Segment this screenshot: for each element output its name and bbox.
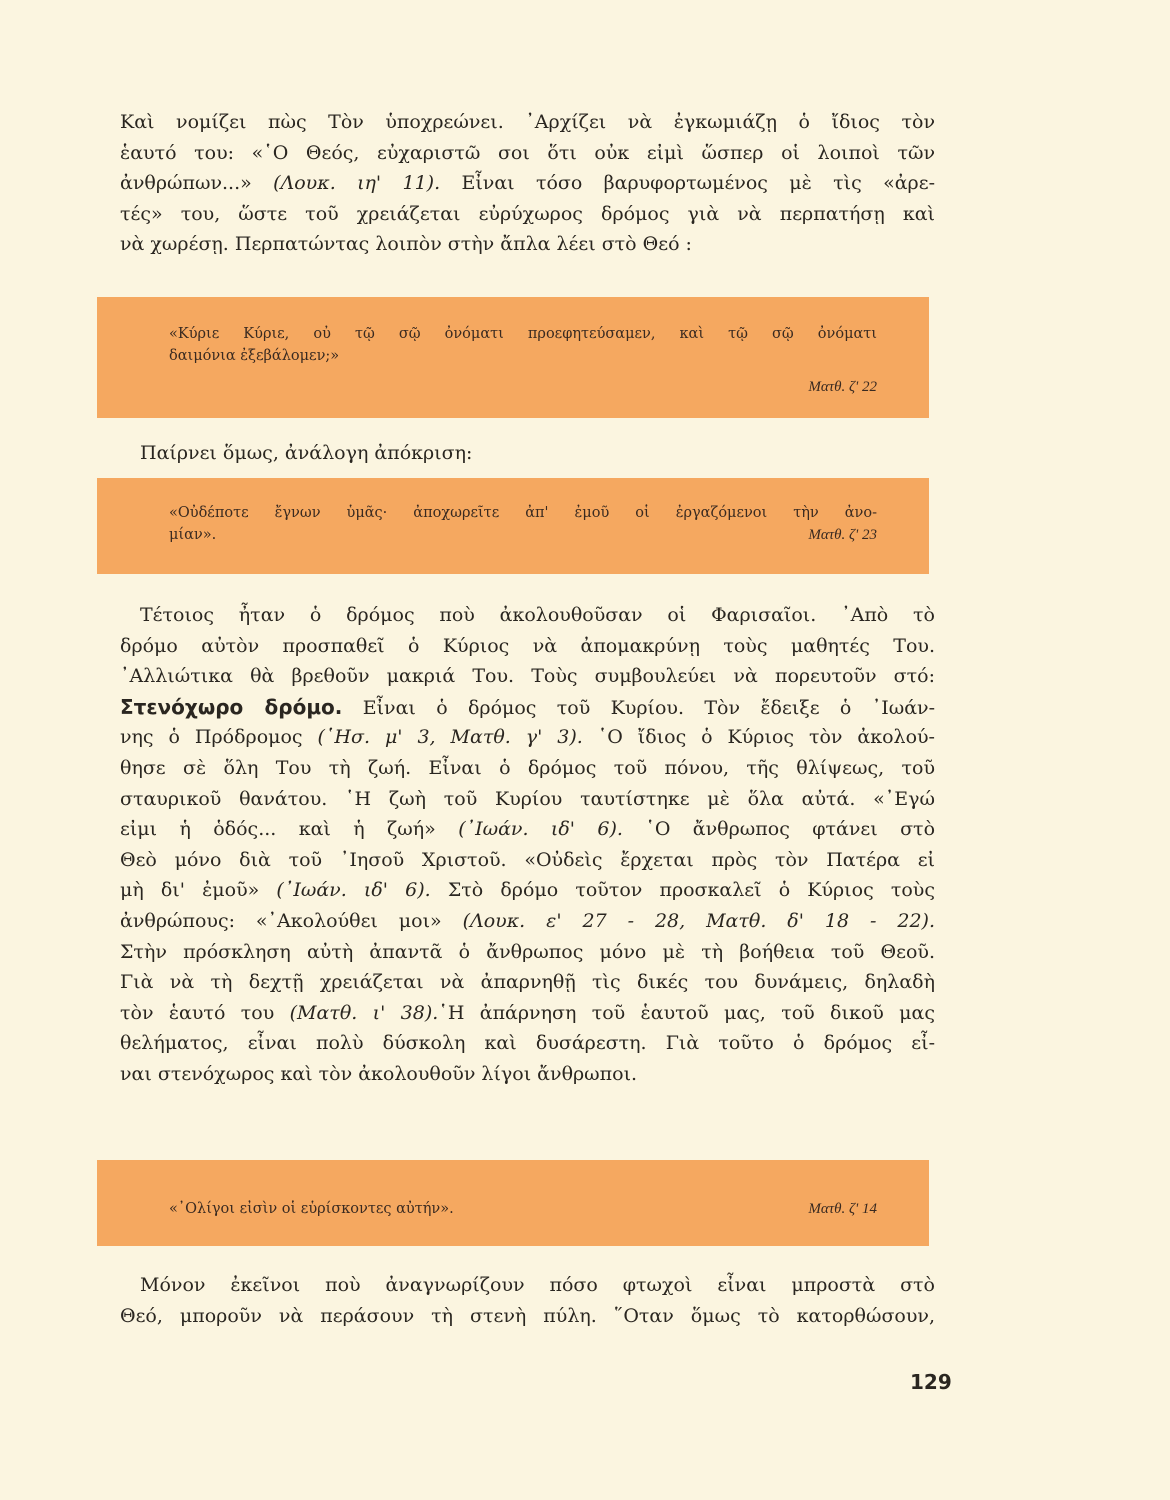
paragraph-3 — [120, 600, 935, 1090]
quote-line: «Κύριε Κύριε, οὐ τῷ σῷ ὀνόματι προεφητεύσαμεν, καὶ τῷ σῷ ὀνόματι — [169, 326, 877, 342]
text-line — [120, 814, 935, 845]
bible-reference: (᾿Ιωάν. ιδ' 6). — [276, 879, 431, 902]
text-line: ναι στενόχωρος καὶ τὸν ἀκολουθοῦν λίγοι ἄνθρωποι. — [120, 1062, 638, 1085]
quote-box-1 — [97, 297, 929, 418]
text-line: θελήματος, εἶναι πολὺ δύσκολη καὶ δυσάρεστη. Γιὰ τοῦτο ὁ δρόμος εἶ- — [120, 1032, 935, 1055]
text-segment: τὸν ἑαυτό του — [120, 1001, 275, 1024]
bible-reference: (Λουκ. ιη' 11). — [273, 172, 441, 195]
text-segment: νης ὁ Πρόδρομος — [120, 726, 303, 749]
text-line: Τέτοιος ἦταν ὁ δρόμος ποὺ ἀκολουθοῦσαν οἱ Φαρισαῖοι. ᾿Απὸ τὸ — [140, 604, 935, 626]
text-segment: Εἶναι τόσο βαρυφορτωμένος μὲ τὶς «ἀρε- — [461, 172, 935, 195]
bible-reference: (Ματθ. ι' 38). — [289, 1001, 439, 1024]
text-segment: ῾Ο ἄνθρωπος φτάνει στὸ — [645, 818, 936, 841]
quote-text: μίαν». — [169, 527, 217, 543]
text-segment: μὴ δι' ἐμοῦ» — [120, 879, 260, 902]
bold-heading: Στενόχωρο δρόμο. — [120, 694, 343, 719]
text-line: δρόμο αὐτὸν προσπαθεῖ ὁ Κύριος νὰ ἀπομακρύνῃ τοὺς μαθητές Του. — [120, 634, 935, 657]
bible-reference: (᾿Ιωάν. ιδ' 6). — [458, 818, 623, 841]
quote-source: Ματθ. ζ' 23 — [808, 527, 877, 543]
quote-box-2 — [97, 478, 929, 574]
text-line: Θεό, μποροῦν νὰ περάσουν τὴ στενὴ πύλη. ῞Οταν ὅμως τὸ κατορθώσουν, — [120, 1304, 935, 1327]
text-line: Θεὸ μόνο διὰ τοῦ ᾿Ιησοῦ Χριστοῦ. «Οὐδεὶς ἔρχεται πρὸς τὸν Πατέρα εἰ — [120, 848, 935, 871]
text-line — [120, 998, 935, 1029]
quote-box-3 — [97, 1160, 929, 1246]
quote-line — [169, 1198, 877, 1220]
text-line — [120, 168, 935, 199]
text-line: νὰ χωρέσῃ. Περπατώντας λοιπὸν στὴν ἄπλα λέει στὸ Θεό : — [120, 233, 692, 256]
quote-line — [169, 524, 877, 546]
text-line: Καὶ νομίζει πὼς Τὸν ὑποχρεώνει. ᾿Αρχίζει νὰ ἐγκωμιάζῃ ὁ ἴδιος τὸν — [120, 111, 935, 133]
text-line: τές» του, ὥστε τοῦ χρειάζεται εὐρύχωρος δρόμος γιὰ νὰ περπατήσῃ καὶ — [120, 202, 935, 225]
quote-source: Ματθ. ζ' 14 — [808, 1201, 877, 1217]
quote-text: «᾿Ολίγοι εἰσὶν οἱ εὑρίσκοντες αὐτήν». — [169, 1201, 454, 1217]
text-line: Γιὰ νὰ τὴ δεχτῇ χρειάζεται νὰ ἀπαρνηθῇ τὶς δικές του δυνάμεις, δηλαδὴ — [120, 971, 935, 994]
text-line — [120, 906, 935, 937]
text-segment: ἀνθρώπους: «᾿Ακολούθει μοι» — [120, 909, 442, 932]
paragraph-4 — [120, 1270, 935, 1331]
quote-source: Ματθ. ζ' 22 — [808, 379, 877, 395]
quote-line: «Οὐδέποτε ἔγνων ὑμᾶς· ἀποχωρεῖτε ἀπ' ἐμοῦ οἱ ἐργαζόμενοι τὴν ἀνο- — [169, 505, 877, 521]
text-line — [120, 692, 935, 723]
text-segment: Εἶναι ὁ δρόμος τοῦ Κυρίου. Τὸν ἔδειξε ὁ ᾿Ιωάν- — [362, 696, 935, 719]
page-number: 129 — [910, 1370, 952, 1394]
text-segment: εἰμι ἡ ὁδός... καὶ ἡ ζωή» — [120, 818, 436, 841]
text-segment: ῾Η ἀπάρνηση τοῦ ἑαυτοῦ μας, τοῦ δικοῦ μας — [438, 1001, 935, 1024]
text-segment: Στὸ δρόμο τοῦτον προσκαλεῖ ὁ Κύριος τοὺς — [447, 879, 935, 902]
text-segment: ἀνθρώπων...» — [120, 172, 252, 195]
bible-reference: (῾Ησ. μ' 3, Ματθ. γ' 3). — [317, 726, 583, 749]
text-line: ἑαυτό του: «῾Ο Θεός, εὐχαριστῶ σοι ὅτι οὐκ εἰμὶ ὥσπερ οἱ λοιποὶ τῶν — [120, 141, 935, 164]
text-line: Στὴν πρόσκληση αὐτὴ ἀπαντᾶ ὁ ἄνθρωπος μόνο μὲ τὴ βοήθεια τοῦ Θεοῦ. — [120, 940, 935, 963]
bible-reference: (Λουκ. ε' 27 - 28, Ματθ. δ' 18 - 22). — [462, 909, 935, 932]
text-line: σταυρικοῦ θανάτου. ῾Η ζωὴ τοῦ Κυρίου ταυτίστηκε μὲ ὅλα αὐτά. «᾿Εγώ — [120, 787, 935, 810]
text-line: Παίρνει ὅμως, ἀνάλογη ἀπόκριση: — [140, 442, 473, 464]
quote-line: δαιμόνια ἐξεβάλομεν;» — [169, 348, 340, 364]
text-line — [120, 722, 935, 753]
text-line — [120, 875, 935, 906]
text-segment: ῾Ο ἴδιος ὁ Κύριος τὸν ἀκολού- — [597, 726, 935, 749]
paragraph-2 — [140, 438, 955, 469]
paragraph-1 — [120, 107, 935, 260]
text-line: ᾿Αλλιώτικα θὰ βρεθοῦν μακριά Του. Τοὺς συμβουλεύει νὰ πορευτοῦν στό: — [120, 665, 935, 688]
text-line: Μόνον ἐκεῖνοι ποὺ ἀναγνωρίζουν πόσο φτωχοὶ εἶναι μπροστὰ στὸ — [140, 1274, 935, 1296]
text-line: θησε σὲ ὅλη Του τὴ ζωή. Εἶναι ὁ δρόμος τοῦ πόνου, τῆς θλίψεως, τοῦ — [120, 756, 935, 779]
